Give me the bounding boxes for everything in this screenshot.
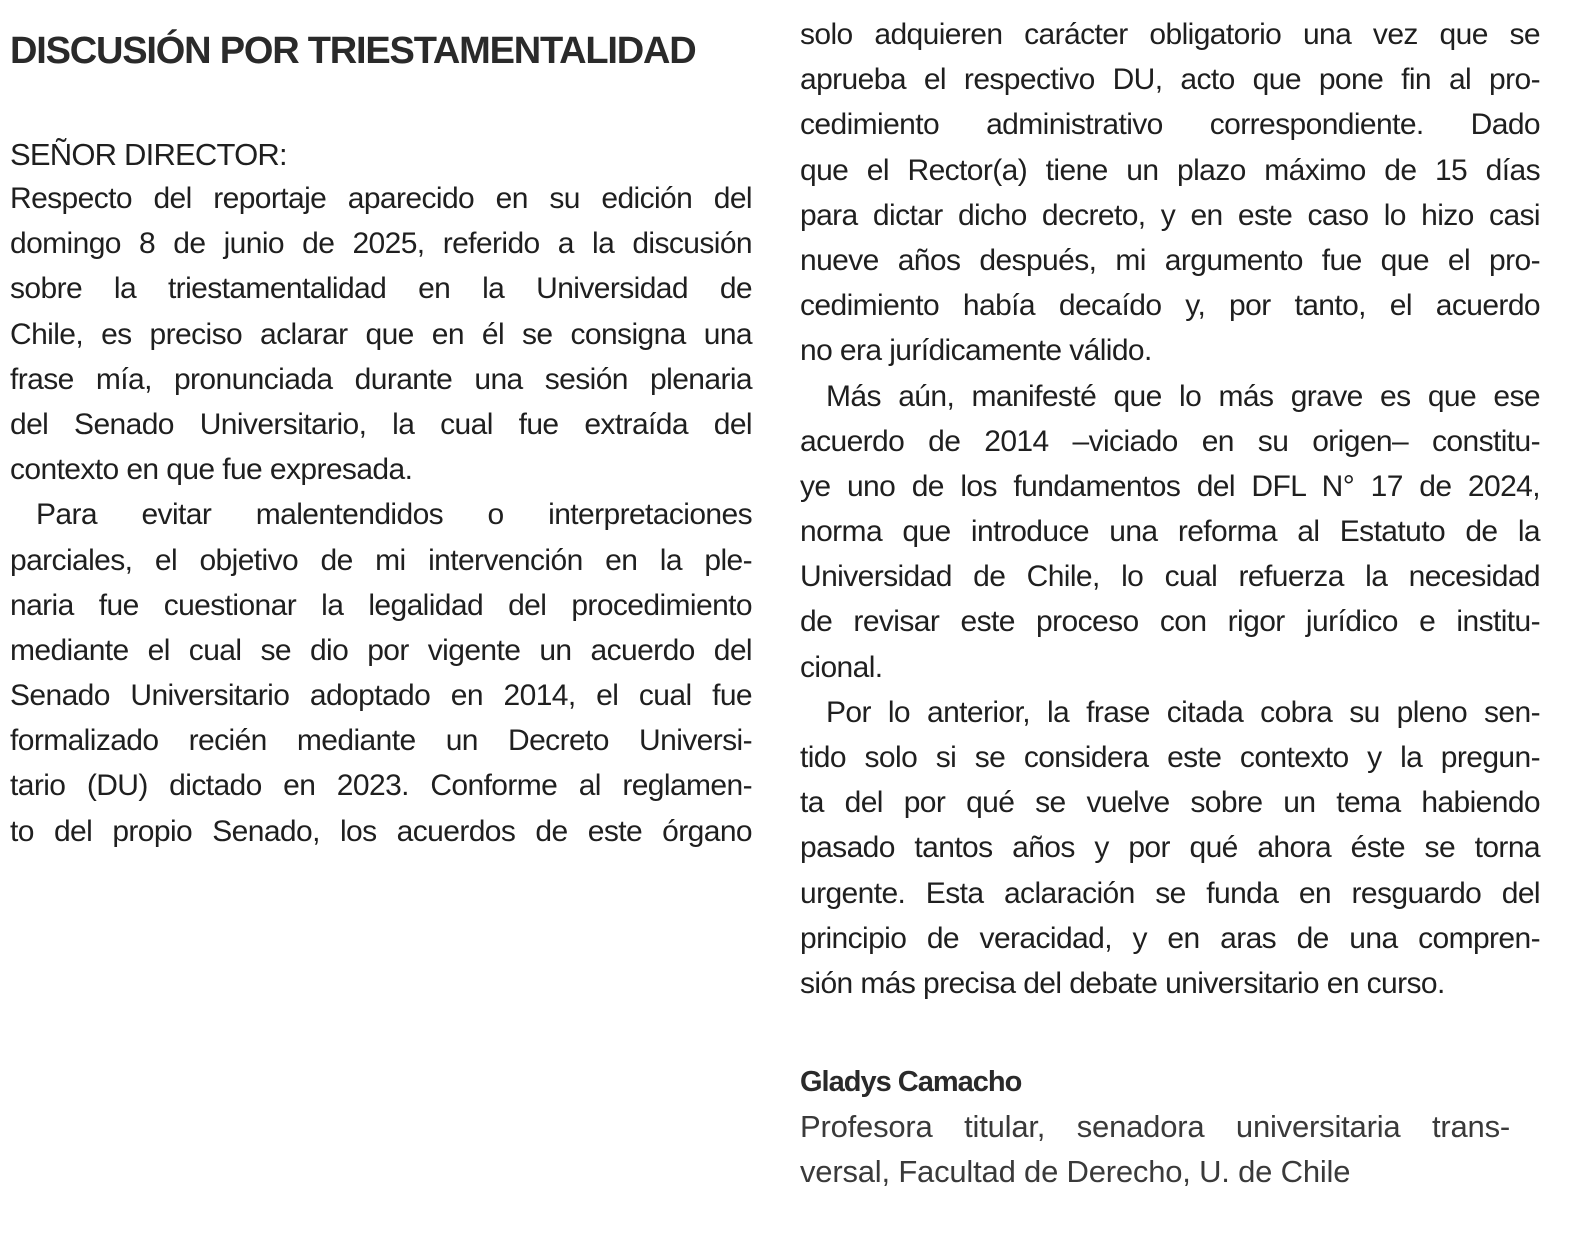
signature-role bbox=[800, 1104, 1510, 1194]
text-line: cional. bbox=[800, 650, 883, 684]
text-line: Para evitar malentendidos o interpretaciones bbox=[36, 498, 752, 532]
text-line: sión más precisa del debate universitario en curso. bbox=[800, 966, 1445, 1000]
salutation: SEÑOR DIRECTOR: bbox=[10, 137, 287, 172]
right-column-body bbox=[800, 12, 1540, 1006]
text-line: Chile, es preciso aclarar que en él se consigna una bbox=[10, 317, 752, 351]
text-line: acuerdo de 2014 –viciado en su origen– constitu- bbox=[800, 424, 1540, 458]
text-line: Por lo anterior, la frase citada cobra su pleno sen- bbox=[826, 695, 1540, 729]
text-line: ye uno de los fundamentos del DFL N° 17 de 2024, bbox=[800, 469, 1540, 503]
text-line: frase mía, pronunciada durante una sesión plenaria bbox=[10, 362, 752, 396]
text-line: naria fue cuestionar la legalidad del procedimiento bbox=[10, 588, 752, 622]
text-line: pasado tantos años y por qué ahora éste se torna bbox=[800, 831, 1540, 865]
text-line: Universidad de Chile, lo cual refuerza la necesidad bbox=[800, 560, 1540, 594]
text-line: Profesora titular, senadora universitaria trans- bbox=[800, 1109, 1510, 1144]
text-line: Respecto del reportaje aparecido en su edición del bbox=[10, 182, 752, 215]
text-line: de revisar este proceso con rigor jurídico e institu- bbox=[800, 605, 1540, 639]
text-line: que el Rector(a) tiene un plazo máximo de 15 días bbox=[800, 153, 1540, 187]
text-line: parciales, el objetivo de mi intervención en la ple- bbox=[10, 543, 752, 577]
text-line: ta del por qué se vuelve sobre un tema habiendo bbox=[800, 786, 1540, 820]
text-line: cedimiento administrativo correspondiente. Dado bbox=[800, 108, 1540, 142]
text-line: contexto en que fue expresada. bbox=[10, 453, 413, 487]
text-line: tido solo si se considera este contexto y la pregun- bbox=[800, 741, 1540, 774]
text-line: cedimiento había decaído y, por tanto, el acuerdo bbox=[800, 289, 1540, 323]
text-line: formalizado recién mediante un Decreto Universi- bbox=[10, 724, 752, 758]
text-line: versal, Facultad de Derecho, U. de Chile bbox=[800, 1154, 1351, 1190]
text-line: Más aún, manifesté que lo más grave es que ese bbox=[826, 379, 1540, 413]
text-line: domingo 8 de junio de 2025, referido a la discusión bbox=[10, 227, 752, 261]
text-line: aprueba el respectivo DU, acto que pone fin al pro- bbox=[800, 63, 1540, 97]
text-line: para dictar dicho decreto, y en este caso lo hizo casi bbox=[800, 198, 1540, 232]
text-line: Senado Universitario adoptado en 2014, el cual fue bbox=[10, 679, 752, 713]
text-line: nueve años después, mi argumento fue que el pro- bbox=[800, 243, 1540, 277]
text-line: sobre la triestamentalidad en la Universidad de bbox=[10, 272, 752, 306]
headline: DISCUSIÓN POR TRIESTAMENTALIDAD bbox=[10, 30, 696, 72]
text-line: principio de veracidad, y en aras de una compren- bbox=[800, 921, 1540, 955]
text-line: norma que introduce una reforma al Estatuto de la bbox=[800, 515, 1540, 549]
signature-name: Gladys Camacho bbox=[800, 1066, 1022, 1098]
text-line: mediante el cual se dio por vigente un acuerdo del bbox=[10, 633, 752, 667]
text-line: solo adquieren carácter obligatorio una vez que se bbox=[800, 18, 1540, 51]
left-column-body bbox=[10, 176, 752, 854]
text-line: urgente. Esta aclaración se funda en resguardo del bbox=[800, 876, 1540, 910]
text-line: tario (DU) dictado en 2023. Conforme al reglamen- bbox=[10, 769, 752, 803]
text-line: to del propio Senado, los acuerdos de este órgano bbox=[10, 814, 752, 848]
text-line: del Senado Universitario, la cual fue extraída del bbox=[10, 407, 752, 441]
text-line: no era jurídicamente válido. bbox=[800, 334, 1152, 368]
